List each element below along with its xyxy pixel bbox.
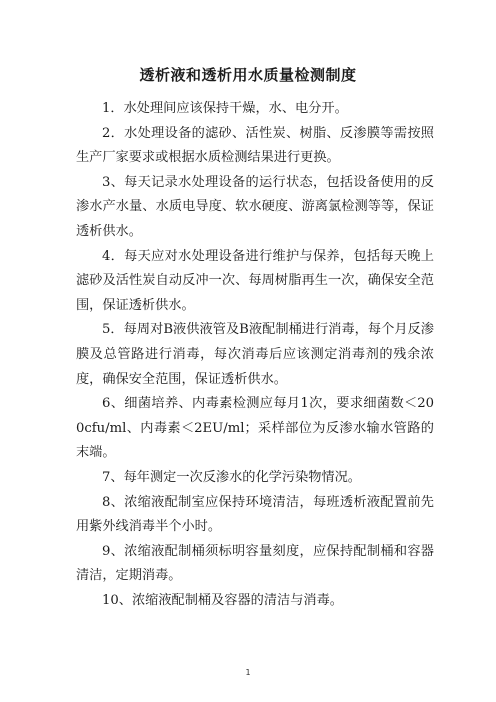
paragraph-5: 5．每周对B液供液管及B液配制桶进行消毒，每个月反渗膜及总管路进行消毒，每次消毒后应该测定消毒剂的残余浓度，确保安全范围，保证透析供水。 [76,322,434,387]
paragraph-7: 7、每年测定一次反渗水的化学污染物情况。 [102,469,361,485]
paragraph-6: 6、细菌培养、内毒素检测应每月1次，要求细菌数＜200cfu/ml、内毒素＜2EU/ml；采样部位为反渗水输水管路的末端。 [76,396,434,461]
paragraph-4: 4．每天应对水处理设备进行维护与保养，包括每天晚上滤砂及活性炭自动反冲一次、每周树脂再生一次，确保安全范围，保证透析供水。 [76,248,434,313]
paragraph-3: 3、每天记录水处理设备的运行状态，包括设备使用的反渗水产水量、水质电导度、软水硬度、游离氯检测等等，保证透析供水。 [76,174,434,239]
paragraph-8: 8、浓缩液配制室应保持环境清洁，每班透析液配置前先用紫外线消毒半个小时。 [76,494,434,535]
page-number: 1 [245,668,251,677]
paragraph-2: 2．水处理设备的滤砂、活性炭、树脂、反渗膜等需按照生产厂家要求或根据水质检测结果进行更换。 [76,125,434,166]
document-title: 透析液和透析用水质量检测制度 [139,66,357,84]
document-body [76,97,434,613]
paragraph-10: 10、浓缩液配制桶及容器的清洁与消毒。 [102,592,343,608]
paragraph-1: 1．水处理间应该保持干燥，水、电分开。 [102,101,348,116]
paragraph-9: 9、浓缩液配制桶须标明容量刻度，应保持配制桶和容器清洁，定期消毒。 [76,543,434,584]
